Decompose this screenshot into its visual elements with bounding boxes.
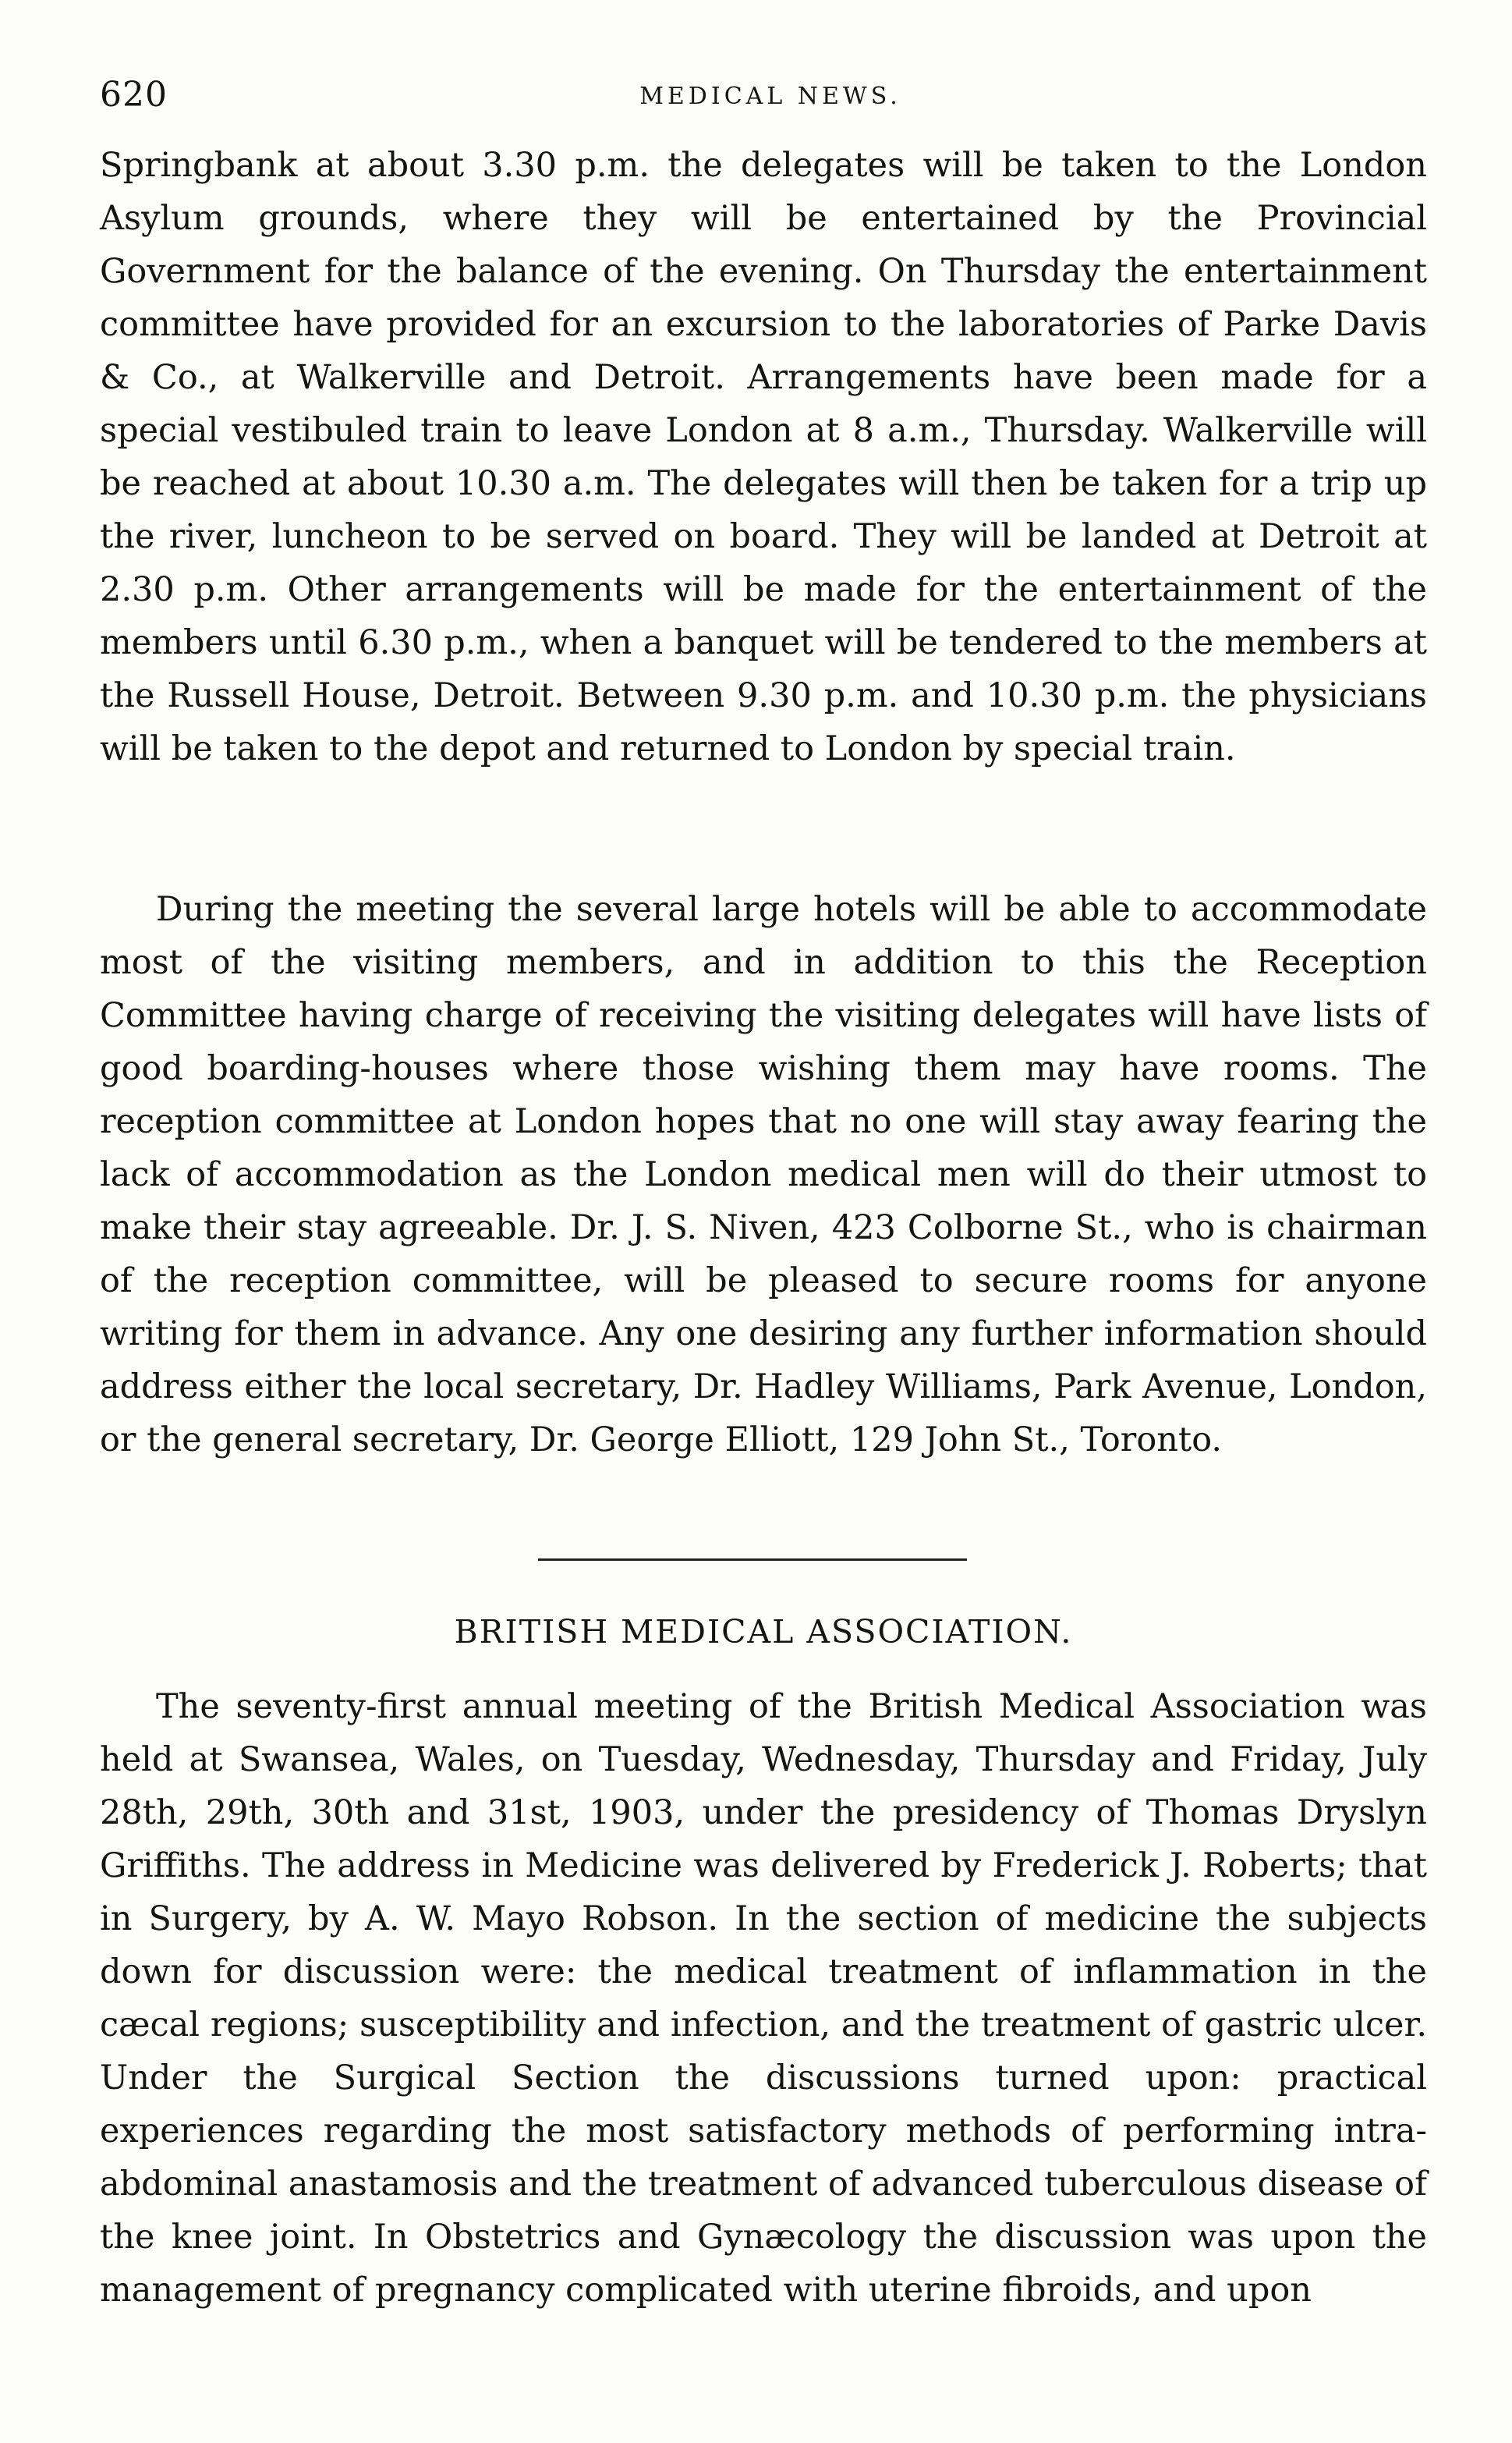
article-paragraph-2: During the meeting the several large hotels will be able to accommodate most of the visiting members, and in addition to this the Reception Committee having charge of receiving the visiting delegates will have lists of good boarding-houses where those wishing them may have rooms. The reception committee at London hopes that no one will stay away fearing the lack of accommodation as the London medical men will do their utmost to make their stay agreeable. Dr. J. S. Niven, 423 Colborne St., who is chairman of the reception committee, will be pleased to secure rooms for anyone writing for them in advance. Any one desiring any further information should address either the local secretary, Dr. Hadley Williams, Park Avenue, London, or the general secretary, Dr. George Elliott, 129 John St., Toronto. [100,890,1427,1459]
running-head [100,72,1441,119]
article-paragraph-1: Springbank at about 3.30 p.m. the delegates will be taken to the London Asylum grounds, where they will be entertained by the Provincial Government for the balance of the evening. On Thursday the entertainment committee have provided for an excursion to the laboratories of Parke Davis & Co., at Walkerville and Detroit. Arrangements have been made for a special vestibuled train to leave London at 8 a.m., Thursday. Walkerville will be reached at about 10.30 a.m. The delegates will then be taken for a trip up the river, luncheon to be served on board. They will be landed at Detroit at 2.30 p.m. Other arrangements will be made for the entertainment of the members until 6.30 p.m., when a banquet will be tendered to the members at the Russell House, Detroit. Between 9.30 p.m. and 10.30 p.m. the physicians will be taken to the depot and returned to London by special train. [100,146,1427,768]
journal-title: MEDICAL NEWS. [639,83,901,110]
section-heading: BRITISH MEDICAL ASSOCIATION. [454,1613,1073,1651]
page-number: 620 [100,75,168,115]
section-divider-rule [538,1558,967,1561]
section-paragraph: The seventy-first annual meeting of the British Medical Association was held at Swansea, Wales, on Tuesday, Wednesday, Thursday and Friday, July 28th, 29th, 30th and 31st, 1903, under the presidency of Thomas Dryslyn Griffiths. The address in Medicine was delivered by Frederick J. Roberts; that in Surgery, by A. W. Mayo Robson. In the section of medicine the subjects down for discussion were: the medical treatment of inflammation in the cæcal regions; susceptibility and infection, and the treatment of gastric ulcer. Under the Surgical Section the discussions turned upon: practical experiences regarding the most satisfactory methods of performing intra-abdominal anastamosis and the treatment of advanced tuberculous disease of the knee joint. In Obstetrics and Gynæcology the discussion was upon the management of pregnancy complicated with uterine fibroids, and upon [100,1687,1427,2310]
